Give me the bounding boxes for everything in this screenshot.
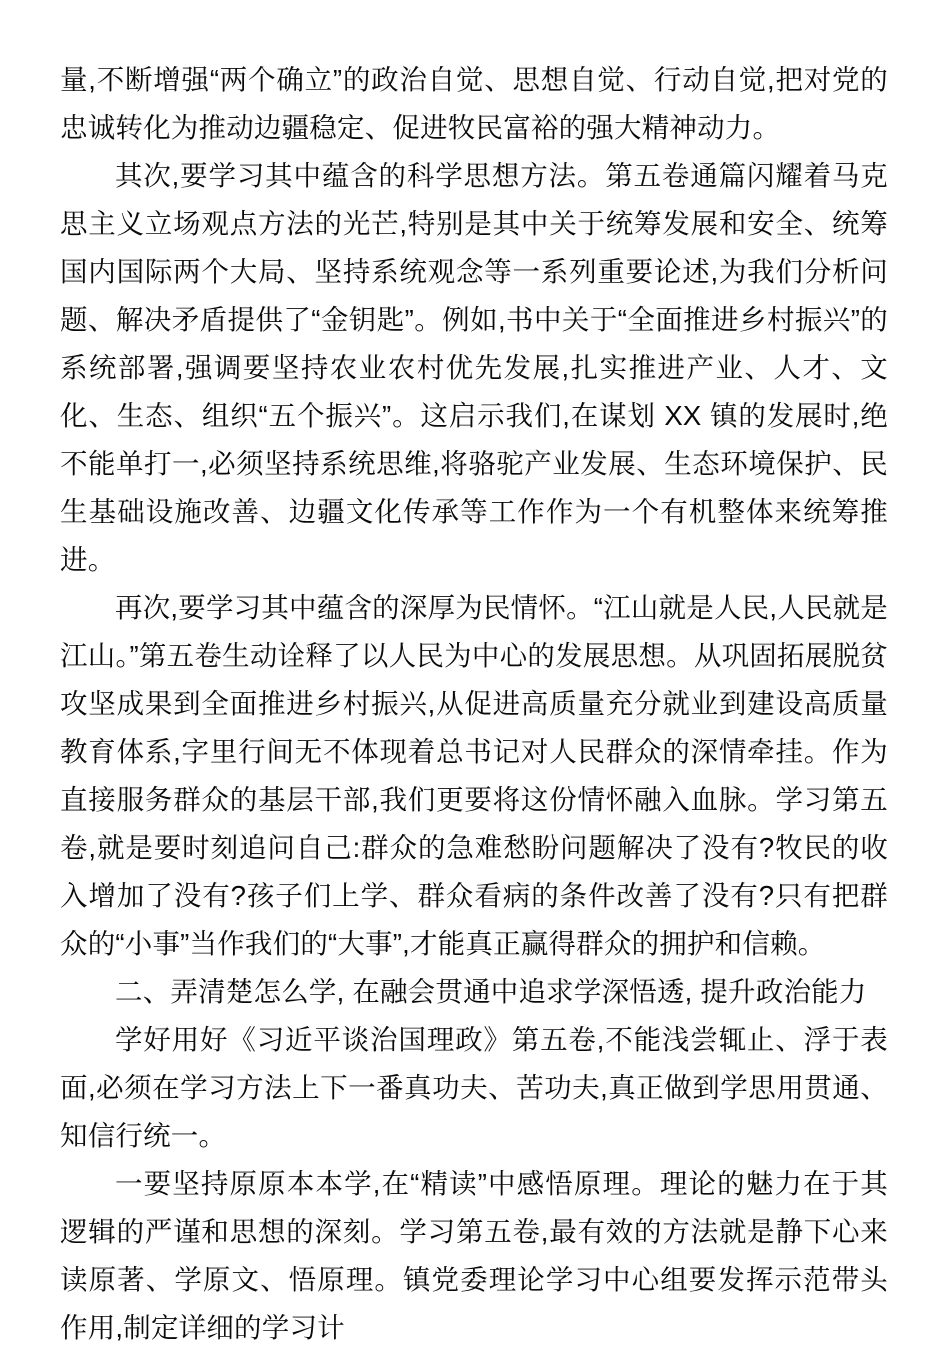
paragraph-study-method: 学好用好《习近平谈治国理政》第五卷,不能浅尝辄止、浮于表面,必须在学习方法上下一番真功夫、苦功夫,真正做到学思用贯通、知信行统一。 bbox=[60, 1024, 888, 1151]
paragraph-people-feelings: 再次,要学习其中蕴含的深厚为民情怀。“江山就是人民,人民就是江山。”第五卷生动诠释了以人民为中心的发展思想。从巩固拓展脱贫攻坚成果到全面推进乡村振兴,从促进高质量充分就业到建设高质量教育体系,字里行间无不体现着总书记对人民群众的深情牵挂。作为直接服务群众的基层干部,我们更要将这份情怀融入血脉。学习第五卷,就是要时刻追问自己:群众的急难愁盼问题解决了没有?牧民的收入增加了没有?孩子们上学、群众看病的条件改善了没有?只有把群众的“小事”当作我们的“大事”,才能真正赢得群众的拥护和信赖。 bbox=[60, 592, 888, 959]
section-heading-two: 二、弄清楚怎么学, 在融会贯通中追求学深悟透, 提升政治能力 bbox=[115, 976, 867, 1007]
paragraph-continuation: 量,不断增强“两个确立”的政治自觉、思想自觉、行动自觉,把对党的忠诚转化为推动边疆稳定、促进牧民富裕的强大精神动力。 bbox=[60, 64, 888, 143]
document-body bbox=[60, 56, 888, 1352]
paragraph-read-original: 一要坚持原原本本学,在“精读”中感悟原理。理论的魅力在于其逻辑的严谨和思想的深刻。学习第五卷,最有效的方法就是静下心来读原著、学原文、悟原理。镇党委理论学习中心组要发挥示范带头作用,制定详细的学习计 bbox=[60, 1168, 888, 1343]
paragraph-scientific-thought: 其次,要学习其中蕴含的科学思想方法。第五卷通篇闪耀着马克思主义立场观点方法的光芒,特别是其中关于统筹发展和安全、统筹国内国际两个大局、坚持系统观念等一系列重要论述,为我们分析问题、解决矛盾提供了“金钥匙”。例如,书中关于“全面推进乡村振兴”的系统部署,强调要坚持农业农村优先发展,扎实推进产业、人才、文化、生态、组织“五个振兴”。这启示我们,在谋划 XX 镇的发展时,绝不能单打一,必须坚持系统思维,将骆驼产业发展、生态环境保护、民生基础设施改善、边疆文化传承等工作作为一个有机整体来统筹推进。 bbox=[60, 160, 888, 575]
